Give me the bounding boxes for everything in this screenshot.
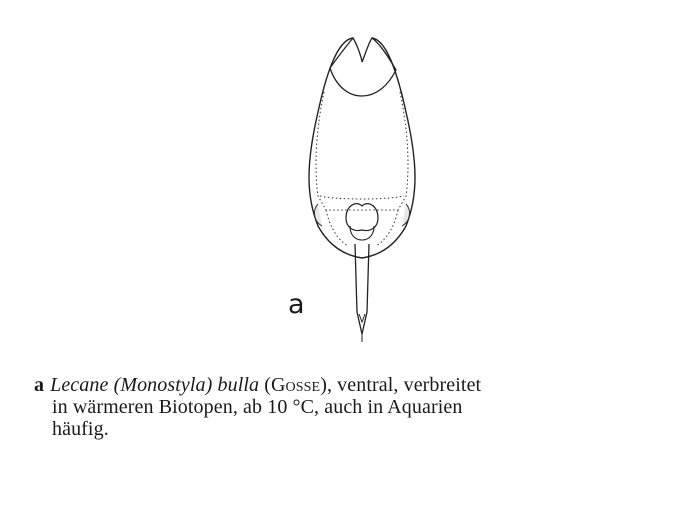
panel-letter: a <box>288 289 305 320</box>
transverse-line <box>320 196 404 199</box>
foot-base <box>350 226 374 240</box>
lorica-outline <box>309 38 415 258</box>
posterior-plate <box>326 210 398 246</box>
toe-claw <box>359 314 365 322</box>
left-spine <box>315 204 322 226</box>
inner-plate <box>316 92 408 210</box>
caption-line2: in wärmeren Biotopen, ab 10 °C, auch in Aquarien <box>52 396 463 418</box>
head-notch <box>330 38 396 96</box>
figure-caption <box>34 374 674 440</box>
caption-line3: häufig. <box>52 418 109 440</box>
author-name: Gosse <box>271 374 321 396</box>
author-open: ( <box>259 374 272 396</box>
right-spine <box>402 204 409 226</box>
species-name: Lecane (Monostyla) bulla <box>50 374 260 396</box>
caption-label: a <box>34 374 45 396</box>
foot-gland <box>346 204 378 231</box>
caption-line1-rest: ), ventral, verbreitet <box>320 374 482 396</box>
